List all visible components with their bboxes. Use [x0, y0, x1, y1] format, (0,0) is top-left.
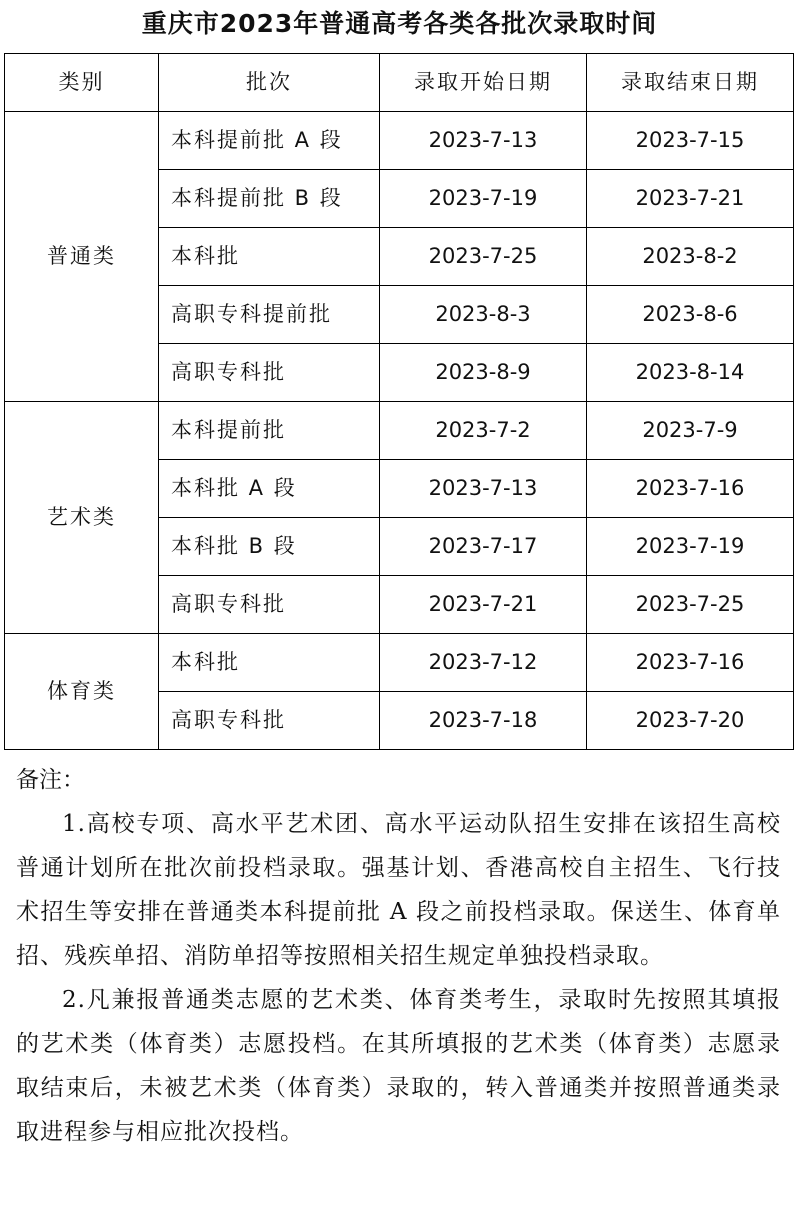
end-date-cell: 2023-7-16: [587, 460, 794, 518]
table-row: [5, 402, 794, 460]
end-date-cell: 2023-8-2: [587, 228, 794, 286]
batch-cell: 本科批: [159, 634, 380, 692]
end-date-cell: 2023-7-9: [587, 402, 794, 460]
end-date-cell: 2023-7-15: [587, 112, 794, 170]
admission-schedule-table: [4, 53, 794, 750]
header-end-date: 录取结束日期: [587, 54, 794, 112]
batch-cell: 本科提前批 B 段: [159, 170, 380, 228]
batch-cell: 高职专科批: [159, 692, 380, 750]
end-date-cell: 2023-7-21: [587, 170, 794, 228]
header-start-date: 录取开始日期: [380, 54, 587, 112]
category-cell: 体育类: [5, 634, 159, 750]
start-date-cell: 2023-7-2: [380, 402, 587, 460]
batch-cell: 高职专科批: [159, 576, 380, 634]
start-date-cell: 2023-8-3: [380, 286, 587, 344]
batch-cell: 本科批 B 段: [159, 518, 380, 576]
notes-section: [16, 758, 781, 1154]
page-title: 重庆市2023年普通高考各类各批次录取时间: [141, 9, 658, 38]
category-cell: 普通类: [5, 112, 159, 402]
header-batch: 批次: [159, 54, 380, 112]
category-cell: 艺术类: [5, 402, 159, 634]
table-row: [5, 112, 794, 170]
table-row: [5, 634, 794, 692]
batch-cell: 本科提前批: [159, 402, 380, 460]
start-date-cell: 2023-7-13: [380, 112, 587, 170]
end-date-cell: 2023-8-14: [587, 344, 794, 402]
header-category: 类别: [5, 54, 159, 112]
end-date-cell: 2023-7-25: [587, 576, 794, 634]
start-date-cell: 2023-7-18: [380, 692, 587, 750]
batch-cell: 高职专科提前批: [159, 286, 380, 344]
start-date-cell: 2023-7-19: [380, 170, 587, 228]
start-date-cell: 2023-7-12: [380, 634, 587, 692]
batch-cell: 高职专科批: [159, 344, 380, 402]
notes-heading: 备注：: [16, 767, 85, 793]
end-date-cell: 2023-7-16: [587, 634, 794, 692]
note-paragraph-1: 1.高校专项、高水平艺术团、高水平运动队招生安排在该招生高校普通计划所在批次前投档录取。强基计划、香港高校自主招生、飞行技术招生等安排在普通类本科提前批 A 段之前投档录取。保送生、体育单招、残疾单招、消防单招等按照相关招生规定单独投档录取。: [16, 811, 781, 969]
end-date-cell: 2023-8-6: [587, 286, 794, 344]
end-date-cell: 2023-7-20: [587, 692, 794, 750]
start-date-cell: 2023-7-17: [380, 518, 587, 576]
start-date-cell: 2023-8-9: [380, 344, 587, 402]
batch-cell: 本科提前批 A 段: [159, 112, 380, 170]
end-date-cell: 2023-7-19: [587, 518, 794, 576]
batch-cell: 本科批 A 段: [159, 460, 380, 518]
note-paragraph-2: 2.凡兼报普通类志愿的艺术类、体育类考生，录取时先按照其填报的艺术类（体育类）志愿投档。在其所填报的艺术类（体育类）志愿录取结束后，未被艺术类（体育类）录取的，转入普通类并按照普通类录取进程参与相应批次投档。: [16, 987, 781, 1145]
start-date-cell: 2023-7-25: [380, 228, 587, 286]
start-date-cell: 2023-7-21: [380, 576, 587, 634]
table-header-row: [5, 54, 794, 112]
start-date-cell: 2023-7-13: [380, 460, 587, 518]
batch-cell: 本科批: [159, 228, 380, 286]
